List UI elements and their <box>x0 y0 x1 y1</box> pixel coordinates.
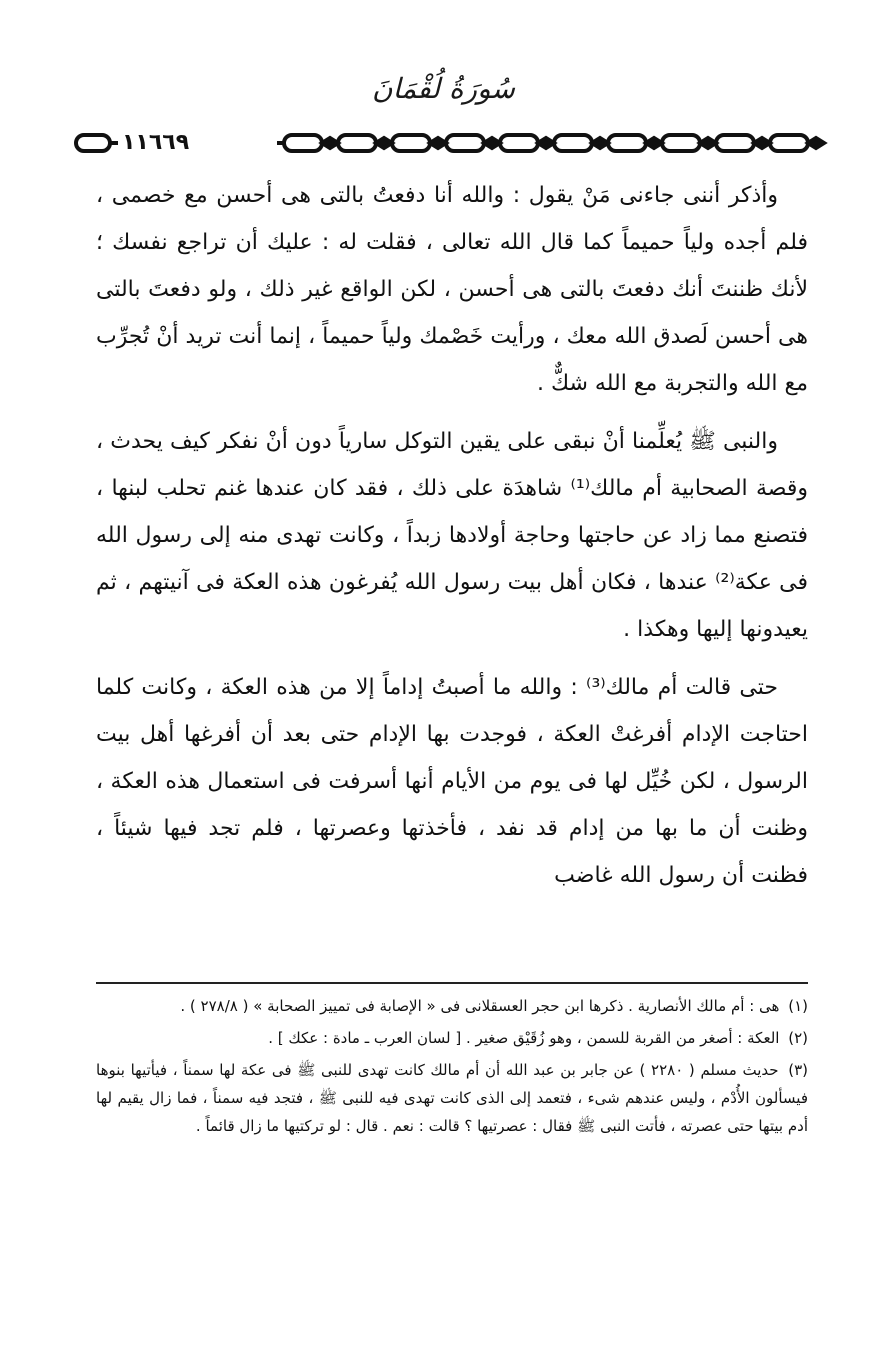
footnote-number: (٢) <box>788 1029 808 1047</box>
footnote-number: (١) <box>788 997 808 1015</box>
footnote <box>96 992 808 1020</box>
footnote-text: حديث مسلم ( ٢٢٨٠ ) عن جابر بن عبد الله أن أم مالك كانت تهدى للنبى ﷺ فى عكة لها سمناً ، فيأتيها بنوها فيسألون الأُدْم ، وليس عندهم شىء ، فتعمد إلى الذى كانت تهدى فيه للنبى ﷺ ، فتجد فيه سمناً ، فما زال يقيم لها أدم بيتها حتى عصرته ، فأتت النبى ﷺ فقال : عصرتيها ؟ قالت : نعم . قال : لو تركتيها ما زال قائماً . <box>96 1061 808 1135</box>
footnote <box>96 1024 808 1052</box>
paragraph: والنبى ﷺ يُعلِّمنا أنْ نبقى على يقين التوكل سارياً دون أنْ نفكر كيف يحدث ، وقصة الصحابية أم مالك⁽¹⁾ شاهدَة على ذلك ، فقد كان عندها غنم تحلب لبنها ، فتصنع مما زاد عن حاجتها وحاجة أولادها زبداً ، وكانت تهدى منه إلى رسول الله فى عكة⁽²⁾ عندها ، فكان أهل بيت رسول الله يُفرغون هذه العكة فى آنيتهم ، ثم يعيدونها إليها وهكذا . <box>96 429 809 642</box>
footnote-number: (٣) <box>788 1061 808 1079</box>
main-body-text <box>96 172 808 910</box>
footnotes <box>96 992 808 1144</box>
paragraph: حتى قالت أم مالك⁽³⁾ : والله ما أصبتُ إداماً إلا من هذه العكة ، وكانت كلما احتاجت الإدام أفرغتْ العكة ، فوجدت بها الإدام حتى بعد أن أفرغها أهل بيت الرسول ، لكن خُيِّل لها فى يوم من الأيام أنها أسرفت فى استعمال هذه العكة ، وظنت أن ما بها من إدام قد نفد ، فأخذتها وعصرتها ، فلم تجد فيها شيئاً ، فظنت أن رسول الله غاضب <box>96 675 808 888</box>
footnote-text: العكة : أصغر من القربة للسمن ، وهو زُقَيْق صغير . [ لسان العرب ـ مادة : عكك ] . <box>268 1029 780 1047</box>
page-number: ١١٦٦٩ <box>118 128 193 158</box>
footnote <box>96 1056 808 1140</box>
footnote-text: هى : أم مالك الأنصارية . ذكرها ابن حجر العسقلانى فى « الإصابة فى تمييز الصحابة » ( ٢٧٨/٨ ) . <box>180 997 780 1015</box>
paragraph: وأذكر أننى جاءنى مَنْ يقول : والله أنا دفعتُ بالتى هى أحسن مع خصمى ، فلم أجده ولياً حميماً كما قال الله تعالى ، فقلت له : عليك أن تراجع نفسك ؛ لأنك ظننتَ أنك دفعتَ بالتى هى أحسن ، لكن الواقع غير ذلك ، ولو دفعتَ بالتى هى أحسن لَصدق الله معك ، ورأيت خَصْمك ولياً حميماً ، إنما أنت تريد أنْ تُجرِّب مع الله والتجربة مع الله شكٌّ . <box>96 183 808 396</box>
footnote-separator <box>96 982 808 984</box>
surah-title: سُورَةُ لُقْمَانَ <box>372 72 515 105</box>
